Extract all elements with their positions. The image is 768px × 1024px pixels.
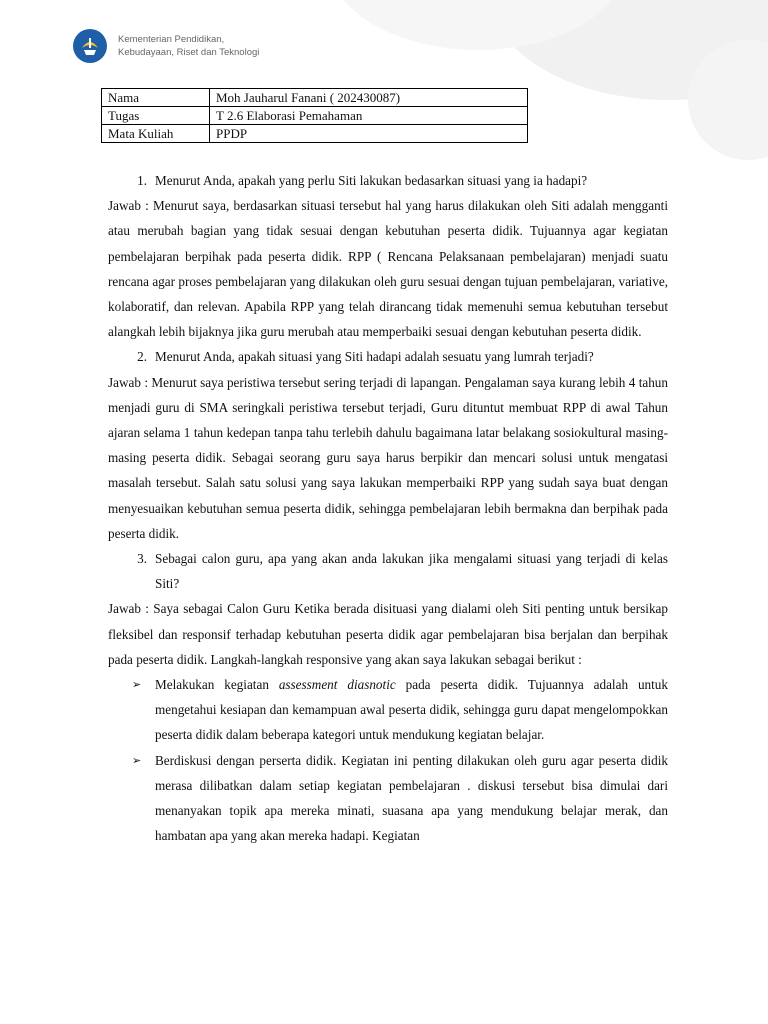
arrow-bullet-icon: ➢ [132, 678, 142, 692]
question-text: Sebagai calon guru, apa yang akan anda lakukan jika mengalami situasi yang terjadi di kelas Siti? [155, 551, 668, 592]
ministry-name-line2: Kebudayaan, Riset dan Teknologi [118, 47, 260, 58]
table-row [102, 125, 528, 143]
ministry-name-line1: Kementerian Pendidikan, [118, 34, 225, 45]
arrow-bullet-icon: ➢ [132, 753, 142, 767]
bullet-text-part: Melakukan kegiatan [155, 677, 279, 693]
bullet-item [108, 748, 668, 849]
ministry-name [118, 33, 259, 59]
info-label: Mata Kuliah [102, 125, 210, 143]
document-header [72, 28, 259, 64]
bullet-text: Berdiskusi dengan perserta didik. Kegiatan ini penting dilakukan oleh guru agar peserta didik merasa dilibatkan dalam setiap kegiatan pembelajaran . diskusi tersebut bisa dimulai dari menanyakan topik apa mereka minati, suasana apa yang mendukung belajar merak, dan hambatan apa yang akan mereka hadapi. Kegiatan [155, 752, 668, 844]
answer-2: Jawab : Menurut saya peristiwa tersebut sering terjadi di lapangan. Pengalaman saya kurang lebih 4 tahun menjadi guru di SMA seringkali peristiwa tersebut terjadi, Guru dituntut membuat RPP di awal Tahun ajaran selama 1 tahun kedepan tanpa tahu terlebih dahulu bagaimana latar belakang sosiokultural masing-masing peserta didik. Sebagai seorang guru saya harus berpikir dan mencari solusi untuk mengatasi masalah tersebut. Salah satu solusi yang saya lakukan memperbaiki RPP yang sudah saya buat dengan menyesuaikan kebutuhan semua peserta didik, sehingga pembelajaran lebih bermakna dan berpihak pada peserta didik. [108, 374, 668, 541]
document-body [108, 168, 668, 848]
table-row [102, 107, 528, 125]
question-number: 2. [137, 349, 147, 365]
info-value: T 2.6 Elaborasi Pemahaman [210, 107, 528, 125]
info-label: Nama [102, 89, 210, 107]
question-2 [108, 344, 668, 369]
info-value: Moh Jauharul Fanani ( 202430087) [210, 89, 528, 107]
question-number: 1. [137, 173, 147, 188]
question-text: Menurut Anda, apakah yang perlu Siti lakukan bedasarkan situasi yang ia hadapi? [155, 173, 588, 188]
bullet-item [108, 672, 668, 748]
answer-3: Jawab : Saya sebagai Calon Guru Ketika berada disituasi yang dialami oleh Siti penting untuk bersikap fleksibel dan responsif terhadap kebutuhan peserta didik agar pembelajaran bisa berjalan dan berpihak pada peserta didik. Langkah-langkah responsive yang akan saya lakukan sebagai berikut : [108, 601, 668, 667]
question-3 [108, 546, 668, 596]
question-text: Menurut Anda, apakah situasi yang Siti hadapi adalah sesuatu yang lumrah terjadi? [155, 349, 594, 365]
bullet-text [155, 672, 668, 748]
table-row [102, 89, 528, 107]
info-value: PPDP [210, 125, 528, 143]
student-info-table [101, 88, 528, 143]
info-label: Tugas [102, 107, 210, 125]
bullet-text-part: pada peserta didik. Tujuannya adalah untuk mengetahui kesiapan dan kemampuan awal peserta didik, sehingga guru dapat mengelompokkan peserta didik dalam beberapa kategori untuk mendukung kegiatan belajar. [155, 677, 668, 743]
question-number: 3. [137, 551, 147, 567]
ministry-logo-icon [72, 28, 108, 64]
answer-1: Jawab : Menurut saya, berdasarkan situasi tersebut hal yang harus dilakukan oleh Siti adalah mengganti atau merubah bagian yang tidak sesuai dengan kebutuhan peserta didik. Tujuannya agar kegiatan pembelajaran berpihak pada peserta didik. RPP ( Rencana Pelaksanaan pembelajaran) menjadi suatu rencana agar proses pembelajaran yang dilakukan oleh guru sesuai dengan tujuan pembelajaran, variative, kolaboratif, dan relevan. Apabila RPP yang telah dirancang tidak memenuhi semua kebutuhan tersebut alangkah lebih bijaknya jika guru merubah atau memperbaiki sesuai dengan kebutuhan peserta didik. [108, 198, 668, 340]
question-1 [108, 168, 668, 193]
bullet-text-italic: assessment diasnotic [278, 677, 396, 693]
